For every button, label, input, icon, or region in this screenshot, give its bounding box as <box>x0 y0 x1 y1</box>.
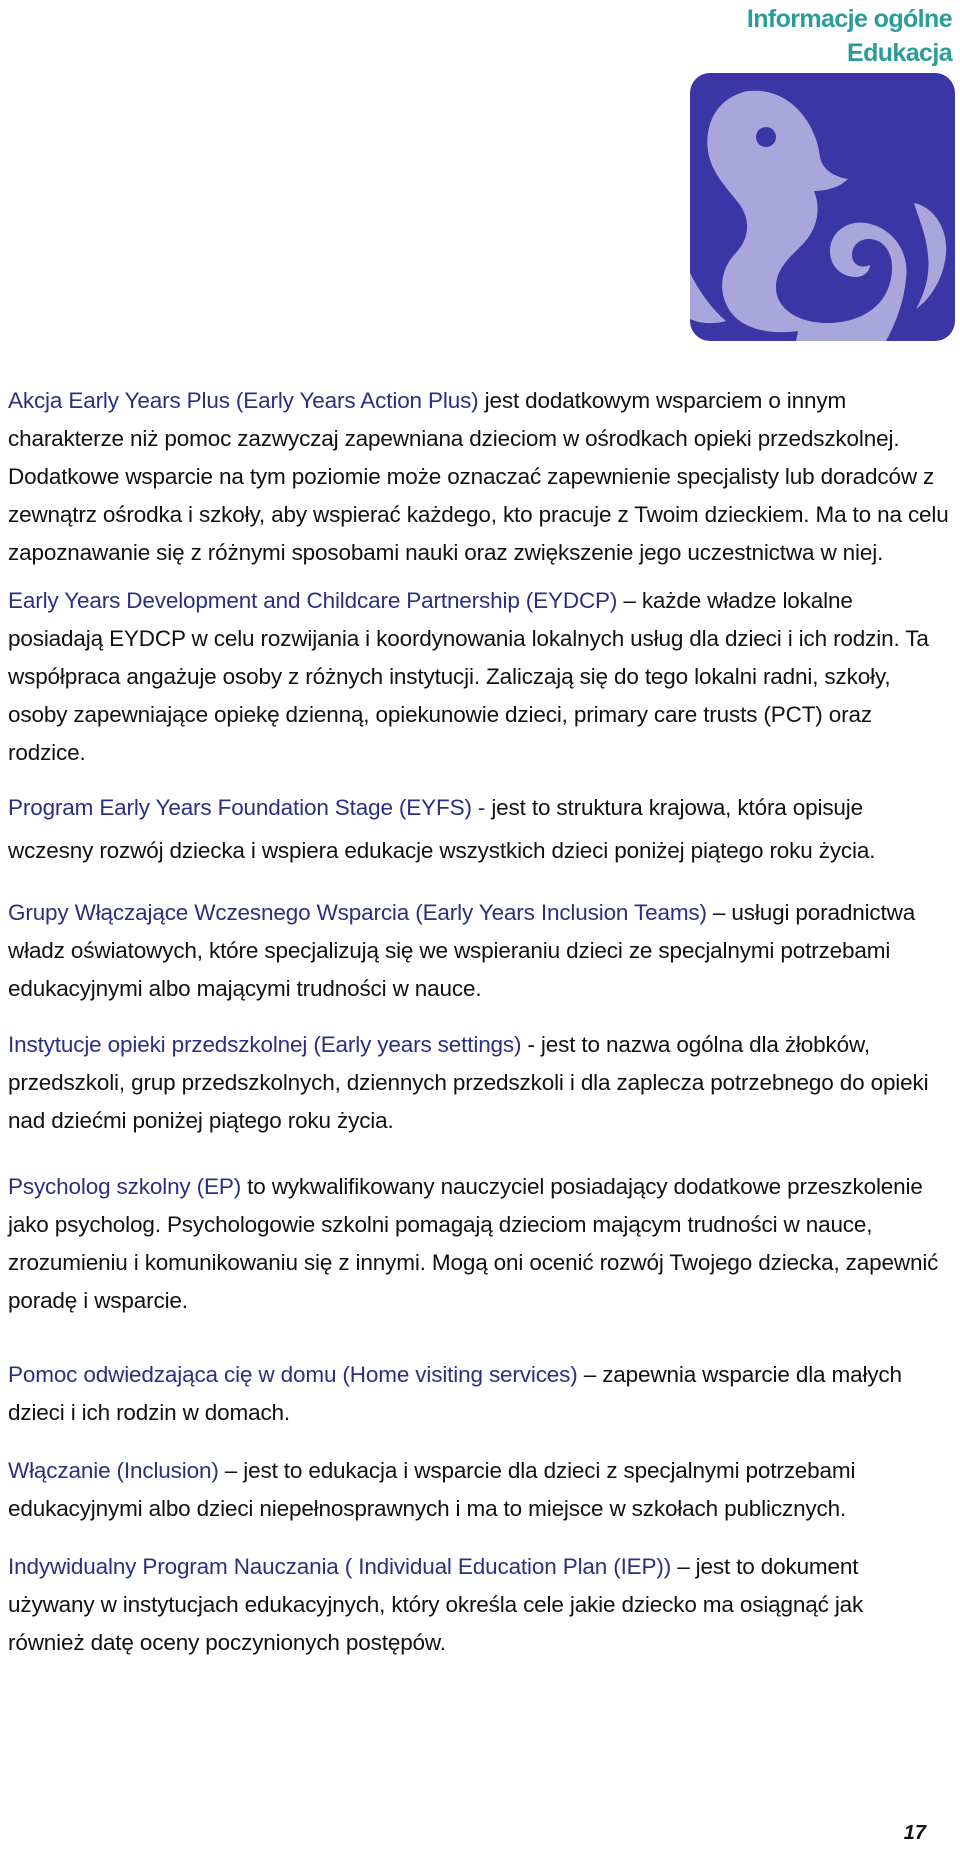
glossary-definition: - jest to nazwa ogólna dla żłobków, przedszkoli, grup przedszkolnych, dziennych przedszkoli i dla zaplecza potrzebnego do opieki nad dziećmi poniżej piątego roku życia. <box>8 1032 929 1133</box>
glossary-entry-home-visiting <box>8 1356 953 1432</box>
glossary-term: Akcja Early Years Plus (Early Years Action Plus) <box>8 388 479 413</box>
page-number: 17 <box>903 1822 926 1844</box>
glossary-term: Grupy Włączające Wczesnego Wsparcia (Early Years Inclusion Teams) <box>8 900 707 925</box>
page-header <box>747 2 952 70</box>
glossary-term: Pomoc odwiedzająca cię w domu (Home visiting services) <box>8 1362 578 1387</box>
glossary-definition: – każde władze lokalne posiadają EYDCP w celu rozwijania i koordynowania lokalnych usług dla dzieci i ich rodzin. Ta współpraca angażuje osoby z różnych instytucji. Zaliczają się do tego lokalni radni, szkoły, osoby zapewniające opiekę dzienną, opiekunowie dzieci, primary care trusts (PCT) oraz rodzice. <box>8 588 929 765</box>
glossary-entry-eydcp <box>8 582 953 772</box>
header-section-title: Informacje ogólne <box>746 5 952 33</box>
glossary-definition: – jest to dokument używany w instytucjach edukacyjnych, który określa cele jakie dziecko ma osiągnąć jak również datę oceny poczynionych postępów. <box>8 1554 864 1655</box>
glossary-entry-educational-psychologist <box>8 1168 953 1320</box>
glossary-term: Program Early Years Foundation Stage (EYFS) - <box>8 795 486 820</box>
glossary-definition: jest dodatkowym wsparciem o innym charakterze niż pomoc zazwyczaj zapewniana dzieciom w ośrodkach opieki przedszkolnej. Dodatkowe wsparcie na tym poziomie może oznaczać zapewnienie specjalisty lub doradców z zewnątrz ośrodka i szkoły, aby wspierać każdego, kto pracuje z Twoim dzieckiem. Ma to na celu zapoznawanie się z różnymi sposobami nauki oraz zwiększenie jego uczestnictwa w niej. <box>8 388 949 565</box>
glossary-entry-early-years-plus <box>8 382 953 572</box>
glossary-entry-early-years-settings <box>8 1026 953 1140</box>
glossary-definition: – jest to edukacja i wsparcie dla dzieci z specjalnymi potrzebami edukacyjnymi albo dzieci niepełnosprawnych i ma to miejsce w szkołach publicznych. <box>8 1458 856 1521</box>
glossary-entry-iep <box>8 1548 933 1662</box>
glossary-entry-eyfs <box>8 786 953 872</box>
glossary-definition: to wykwalifikowany nauczyciel posiadający dodatkowe przeszkolenie jako psycholog. Psychologowie szkolni pomagają dzieciom mającym trudności w nauce, zrozumieniu i komunikowaniu się z innymi. Mogą oni ocenić rozwój Twojego dziecka, zapewnić poradę i wsparcie. <box>8 1174 939 1313</box>
glossary-content <box>8 382 953 1662</box>
duck-logo-icon <box>690 73 955 341</box>
glossary-definition: jest to struktura krajowa, która opisuje wczesny rozwój dziecka i wspiera edukacje wszystkich dzieci poniżej piątego roku życia. <box>8 795 876 863</box>
glossary-term: Instytucje opieki przedszkolnej (Early years settings) <box>8 1032 522 1057</box>
glossary-entry-inclusion <box>8 1452 953 1528</box>
glossary-entry-inclusion-teams <box>8 894 953 1008</box>
glossary-definition: – zapewnia wsparcie dla małych dzieci i ich rodzin w domach. <box>8 1362 902 1425</box>
glossary-definition: – usługi poradnictwa władz oświatowych, które specjalizują się we wspieraniu dzieci ze specjalnymi potrzebami edukacyjnymi albo mającymi trudności w nauce. <box>8 900 916 1001</box>
glossary-term: Early Years Development and Childcare Partnership (EYDCP) <box>8 588 618 613</box>
glossary-term: Psycholog szkolny (EP) <box>8 1174 242 1199</box>
header-subsection-title: Edukacja <box>847 39 952 67</box>
glossary-term: Włączanie (Inclusion) <box>8 1458 219 1483</box>
glossary-term: Indywidualny Program Nauczania ( Individual Education Plan (IEP)) <box>8 1554 672 1579</box>
